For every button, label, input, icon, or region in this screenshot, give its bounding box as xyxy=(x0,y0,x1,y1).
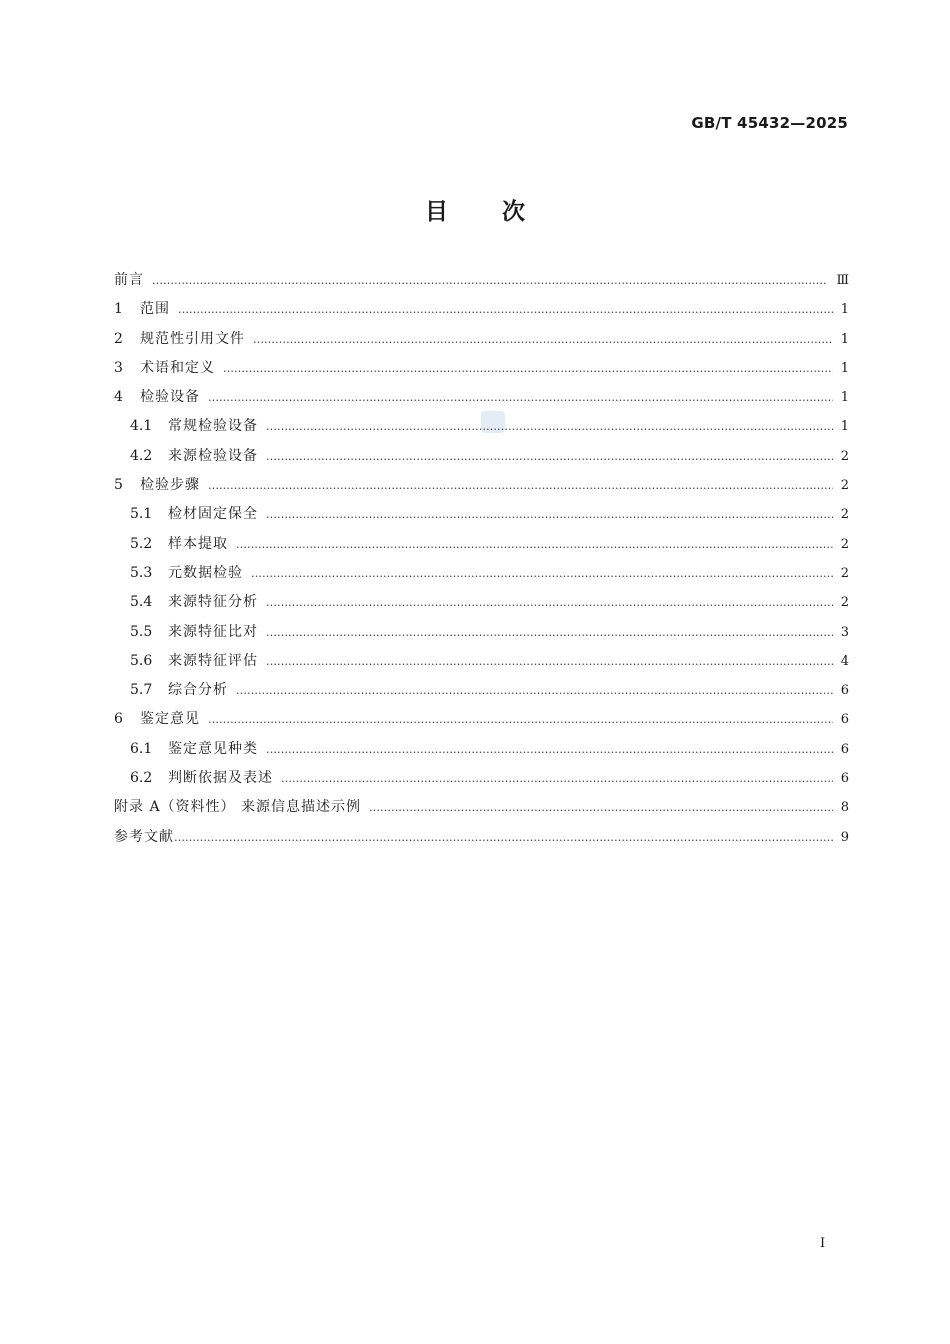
toc-entry-page: 2 xyxy=(840,595,849,611)
toc-leader-dots xyxy=(236,538,833,551)
toc-leader-dots xyxy=(208,713,833,726)
toc-entry-label: 前言 xyxy=(114,272,144,288)
toc-entry-number: 5 xyxy=(114,477,123,494)
toc-entry[interactable] xyxy=(114,445,849,474)
toc-leader-dots xyxy=(266,420,833,433)
toc-entry[interactable] xyxy=(114,562,849,591)
toc-entry-page: 1 xyxy=(840,302,849,318)
toc-entry[interactable] xyxy=(114,503,849,532)
toc-entry-page: 6 xyxy=(840,771,849,787)
toc-leader-dots xyxy=(266,743,833,756)
toc-entry-page: 2 xyxy=(840,478,849,494)
toc-leader-dots xyxy=(208,479,833,492)
toc-entry[interactable] xyxy=(114,679,849,708)
toc-leader-dots xyxy=(223,362,833,375)
toc-entry-number: 5.4 xyxy=(130,594,153,611)
toc-entry-number: 5.6 xyxy=(130,652,153,669)
toc-entry-page: 1 xyxy=(840,360,849,376)
toc-leader-dots xyxy=(281,772,833,785)
toc-entry[interactable] xyxy=(114,708,849,737)
toc-entry-page: 1 xyxy=(840,419,849,435)
toc-entry-label: 参考文献 xyxy=(114,828,174,845)
toc-entry-number: 2 xyxy=(114,330,123,347)
toc-entry-label: 来源特征分析 xyxy=(168,594,258,611)
toc-entry-label: 判断依据及表述 xyxy=(168,770,273,787)
toc-entry-label: 鉴定意见 xyxy=(140,711,200,728)
toc-entry-label: 附录 A（资料性） 来源信息描述示例 xyxy=(114,799,362,816)
standard-code: GB/T 45432—2025 xyxy=(691,114,848,132)
toc-entry[interactable] xyxy=(114,328,849,357)
toc-entry[interactable] xyxy=(114,621,849,650)
toc-leader-dots xyxy=(152,274,827,287)
toc-entry-number: 4 xyxy=(114,389,123,406)
toc-entry-number: 5.5 xyxy=(130,623,153,640)
toc-entry-page: 3 xyxy=(840,624,849,640)
toc-leader-dots xyxy=(174,831,833,844)
toc-entry-label: 样本提取 xyxy=(168,535,228,552)
toc-entry-page: Ⅲ xyxy=(836,273,849,288)
toc-entry[interactable] xyxy=(114,298,849,327)
toc-entry[interactable] xyxy=(114,357,849,386)
toc-entry-label: 检材固定保全 xyxy=(168,506,258,523)
toc-entry-number: 1 xyxy=(114,301,123,318)
toc-leader-dots xyxy=(208,391,833,404)
toc-entry-label: 术语和定义 xyxy=(140,359,215,376)
toc-entry[interactable] xyxy=(114,826,849,855)
toc-entry-label: 来源检验设备 xyxy=(168,447,258,464)
toc-entry-label: 检验步骤 xyxy=(140,477,200,494)
toc-entry-number: 5.7 xyxy=(130,682,153,699)
toc-leader-dots xyxy=(266,626,833,639)
toc-entry-page: 1 xyxy=(840,331,849,347)
toc-leader-dots xyxy=(266,508,833,521)
toc-leader-dots xyxy=(253,333,833,346)
toc-leader-dots xyxy=(266,655,833,668)
toc-entry-page: 2 xyxy=(840,536,849,552)
toc-leader-dots xyxy=(266,450,833,463)
toc-entry-label: 范围 xyxy=(140,301,170,318)
toc-entry-page: 6 xyxy=(840,683,849,699)
toc-entry-number: 6 xyxy=(114,711,123,728)
toc-entry-number: 3 xyxy=(114,359,123,376)
toc-entry-page: 2 xyxy=(840,507,849,523)
toc-entry-number: 5.3 xyxy=(130,564,153,581)
toc-entry-number: 4.2 xyxy=(130,447,153,464)
toc-entry[interactable] xyxy=(114,533,849,562)
toc-entry[interactable] xyxy=(114,415,849,444)
toc-entry-label: 检验设备 xyxy=(140,389,200,406)
toc-entry-page: 1 xyxy=(840,390,849,406)
toc-entry-page: 2 xyxy=(840,448,849,464)
page-title: 目次 xyxy=(425,199,579,225)
table-of-contents xyxy=(114,269,849,855)
toc-entry[interactable] xyxy=(114,796,849,825)
toc-leader-dots xyxy=(266,596,833,609)
toc-entry[interactable] xyxy=(114,738,849,767)
toc-entry-label: 常规检验设备 xyxy=(168,418,258,435)
toc-entry-label: 综合分析 xyxy=(168,682,228,699)
toc-entry-page: 9 xyxy=(840,829,849,845)
toc-entry-number: 5.2 xyxy=(130,535,153,552)
toc-leader-dots xyxy=(236,684,833,697)
toc-entry-label: 规范性引用文件 xyxy=(140,330,245,347)
toc-leader-dots xyxy=(251,567,833,580)
toc-leader-dots xyxy=(178,303,833,316)
toc-entry[interactable] xyxy=(114,650,849,679)
toc-entry[interactable] xyxy=(114,269,849,298)
toc-entry-number: 4.1 xyxy=(130,418,153,435)
toc-entry-page: 8 xyxy=(840,800,849,816)
toc-entry[interactable] xyxy=(114,474,849,503)
toc-entry-number: 6.2 xyxy=(130,770,153,787)
toc-entry-label: 鉴定意见种类 xyxy=(168,740,258,757)
toc-entry[interactable] xyxy=(114,386,849,415)
footer-page-number: I xyxy=(820,1236,826,1251)
toc-entry-number: 6.1 xyxy=(130,740,153,757)
toc-entry-label: 来源特征评估 xyxy=(168,652,258,669)
toc-entry-number: 5.1 xyxy=(130,506,153,523)
toc-entry-page: 6 xyxy=(840,712,849,728)
toc-leader-dots xyxy=(369,801,833,814)
toc-entry[interactable] xyxy=(114,767,849,796)
toc-entry-page: 4 xyxy=(840,653,849,669)
toc-entry[interactable] xyxy=(114,591,849,620)
toc-entry-page: 6 xyxy=(840,741,849,757)
toc-entry-label: 元数据检验 xyxy=(168,564,243,581)
toc-entry-page: 2 xyxy=(840,565,849,581)
toc-entry-label: 来源特征比对 xyxy=(168,623,258,640)
